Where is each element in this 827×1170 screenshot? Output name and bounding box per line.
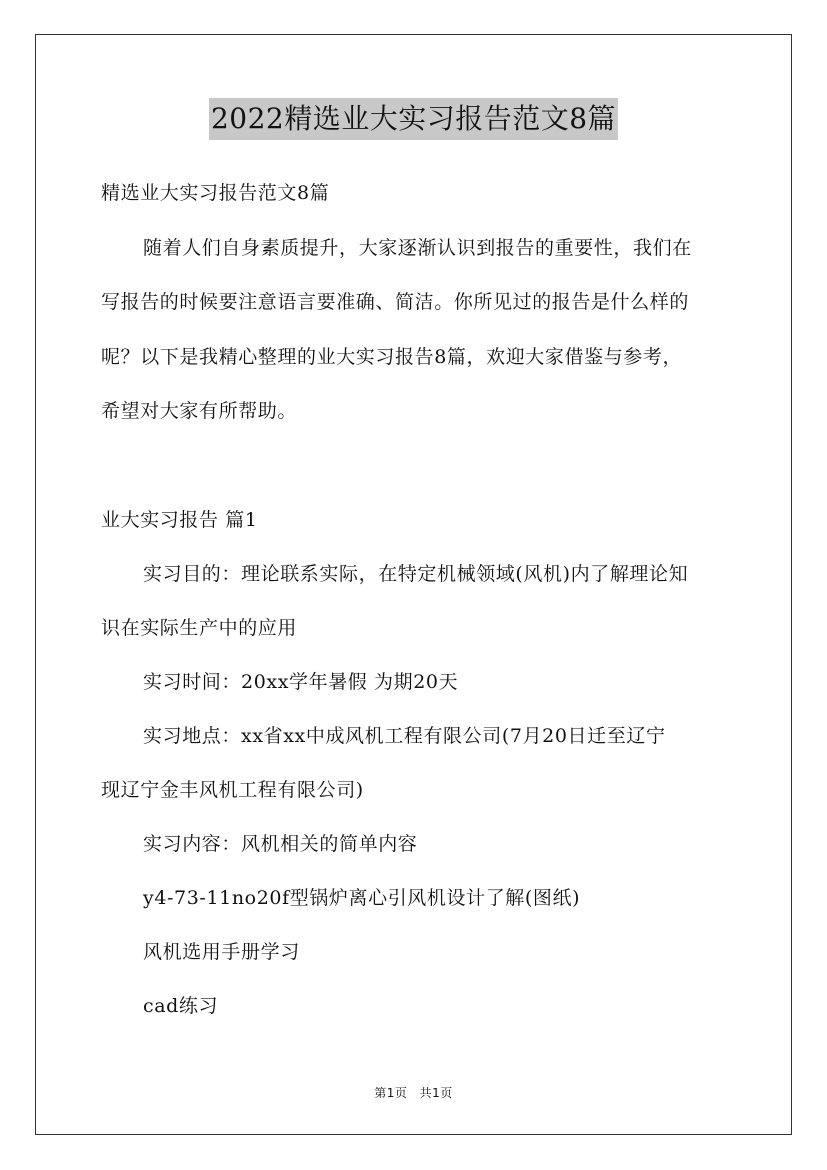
body-line-5: 现辽宁金丰风机工程有限公司)	[101, 779, 364, 801]
page-number: 第1页	[374, 1086, 408, 1100]
body-line-8: 风机选用手册学习	[143, 941, 300, 963]
document-subtitle: 精选业大实习报告范文8篇	[101, 182, 330, 204]
body-line-4: 实习地点：xx省xx中成风机工程有限公司(7月20日迁至辽宁	[143, 725, 666, 747]
body-line-1: 实习目的：理论联系实际，在特定机械领域(风机)内了解理论知	[143, 563, 689, 585]
body-line-2: 识在实际生产中的应用	[101, 617, 298, 639]
title-container	[0, 98, 827, 140]
document-title: 2022精选业大实习报告范文8篇	[209, 98, 618, 140]
body-line-9: cad练习	[143, 995, 219, 1017]
page-total: 共1页	[419, 1086, 453, 1100]
body-line-7: y4-73-11no20f型锅炉离心引风机设计了解(图纸)	[143, 887, 581, 909]
intro-line-4: 希望对大家有所帮助。	[101, 400, 298, 422]
section-heading: 业大实习报告 篇1	[101, 509, 258, 531]
intro-line-2: 写报告的时候要注意语言要准确、简洁。你所见过的报告是什么样的	[101, 291, 690, 313]
intro-line-3: 呢？以下是我精心整理的业大实习报告8篇，欢迎大家借鉴与参考，	[101, 346, 683, 368]
body-line-3: 实习时间：20xx学年暑假 为期20天	[143, 671, 459, 693]
body-line-6: 实习内容：风机相关的简单内容	[143, 833, 418, 855]
page-footer	[0, 1084, 827, 1101]
intro-line-1: 随着人们自身素质提升，大家逐渐认识到报告的重要性，我们在	[143, 237, 692, 259]
